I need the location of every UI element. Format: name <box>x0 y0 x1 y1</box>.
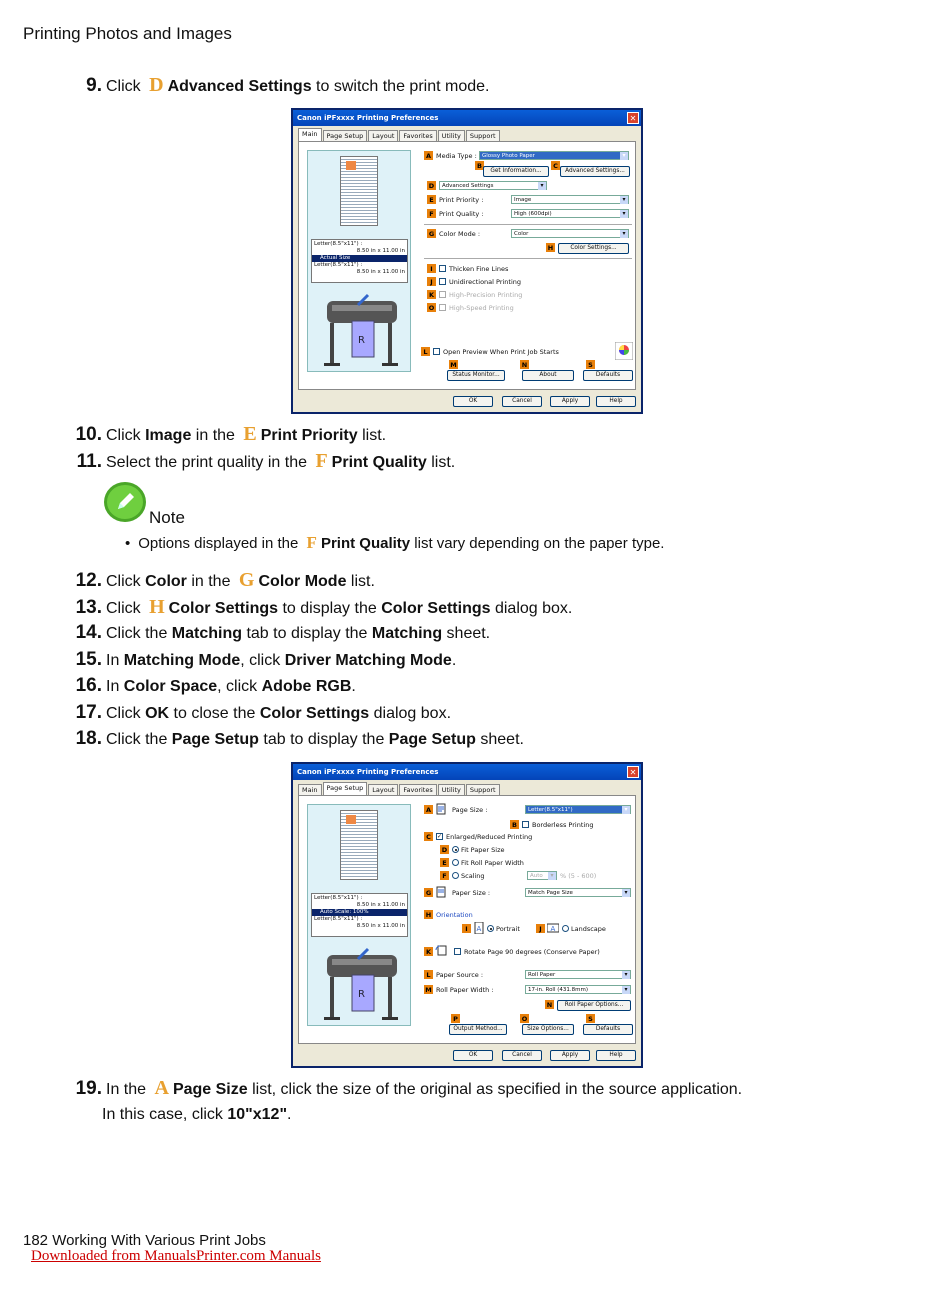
step-19 <box>64 1077 742 1100</box>
step-text: dialog box. <box>369 705 452 722</box>
paper-source-label: Paper Source : <box>436 971 484 979</box>
rotate-checkbox[interactable] <box>454 948 461 955</box>
step-bold: Matching <box>171 625 243 642</box>
note-item <box>125 533 664 553</box>
color-mode-select[interactable]: Color ▾ <box>511 229 629 238</box>
step-text: tab to display the <box>242 625 372 642</box>
step-text: In the <box>106 1081 151 1098</box>
paper-size-icon <box>435 886 447 898</box>
svg-text:R: R <box>358 335 365 346</box>
size-info-box <box>311 239 408 283</box>
step-18 <box>64 728 524 750</box>
step-text: In <box>106 678 124 695</box>
step-bold: Adobe RGB <box>261 678 352 695</box>
svg-text:R: R <box>358 989 365 1000</box>
tab-support[interactable]: Support <box>466 130 500 141</box>
step-text: Click <box>106 573 146 590</box>
callout-a: A <box>425 805 432 814</box>
step-13 <box>64 596 572 619</box>
scaling-input[interactable]: Auto ▾ <box>527 871 557 880</box>
step-text: . <box>287 1106 292 1123</box>
apply-button[interactable]: Apply <box>550 1050 590 1061</box>
printer-icon <box>322 291 402 371</box>
callout-p: P <box>451 1014 460 1023</box>
close-icon[interactable]: ✕ <box>627 112 639 124</box>
callout-letter: E <box>243 423 257 445</box>
step-number: 15. <box>75 649 102 670</box>
tab-main[interactable]: Main <box>298 128 322 141</box>
fit-roll-radio[interactable] <box>452 859 459 866</box>
callout-s: S <box>586 1014 595 1023</box>
step-bold: Color Settings <box>381 600 491 617</box>
step-text: In this case, click <box>102 1106 228 1123</box>
size-line: Letter(8.5"x11") : <box>314 241 363 247</box>
step-text: Click the <box>106 731 172 748</box>
callout-c: C <box>424 832 433 841</box>
advanced-settings-button[interactable]: Advanced Settings... <box>560 166 630 177</box>
step-text: list, click the size of the original as specified in the source application. <box>247 1081 743 1098</box>
callout-letter: F <box>306 533 317 552</box>
size-mode: Auto Scale: 100% <box>312 909 407 916</box>
callout-c: C <box>551 161 560 170</box>
unidirectional-label: Unidirectional Printing <box>449 278 522 286</box>
callout-letter: D <box>149 74 164 96</box>
step-text: to switch the print mode. <box>311 78 490 95</box>
portrait-radio[interactable] <box>487 925 494 932</box>
step-10 <box>64 423 386 446</box>
note-pencil-icon <box>104 482 146 522</box>
landscape-label: Landscape <box>571 925 606 933</box>
divider <box>424 224 632 225</box>
callout-k: K <box>425 947 432 956</box>
callout-h: H <box>425 910 432 919</box>
step-19-line-2 <box>102 1106 292 1124</box>
callout-d: D <box>441 845 448 854</box>
page-setup-sheet <box>298 795 636 1044</box>
step-text: sheet. <box>475 731 524 748</box>
step-number: 17. <box>75 702 102 723</box>
callout-g: G <box>428 229 435 238</box>
callout-f: F <box>440 871 449 880</box>
high-precision-checkbox[interactable] <box>439 291 446 298</box>
step-bold: Color Settings <box>168 600 279 617</box>
step-bold: Print Quality <box>331 454 427 471</box>
roll-paper-options-button[interactable]: Roll Paper Options... <box>557 1000 631 1011</box>
paper-size-label: Paper Size : <box>452 889 491 897</box>
callout-o: O <box>521 1014 528 1023</box>
print-quality-select[interactable]: High (600dpi) ▾ <box>511 209 629 218</box>
footer-page-number: 182 Working With Various Print Jobs <box>23 1232 266 1249</box>
open-preview-checkbox[interactable] <box>433 348 440 355</box>
step-bold: Color <box>145 573 187 590</box>
rotate-label: Rotate Page 90 degrees (Conserve Paper) <box>464 948 600 956</box>
svg-text:A: A <box>550 925 556 933</box>
defaults-button[interactable]: Defaults <box>583 370 633 381</box>
callout-i: I <box>427 264 436 273</box>
step-bold: Color Settings <box>259 705 370 722</box>
callout-s: S <box>586 360 595 369</box>
unidirectional-checkbox[interactable] <box>439 278 446 285</box>
tab-page-setup[interactable]: Page Setup <box>323 130 368 141</box>
preview-pane <box>307 150 411 372</box>
callout-k: K <box>428 290 435 299</box>
tab-bar <box>298 784 501 795</box>
paper-preview-icon <box>340 156 378 226</box>
about-button[interactable]: About <box>522 370 574 381</box>
step-bold: Page Setup <box>388 731 476 748</box>
step-number: 14. <box>75 622 102 643</box>
fit-paper-radio[interactable] <box>452 846 459 853</box>
step-text: Click <box>106 705 146 722</box>
defaults-button[interactable]: Defaults <box>583 1024 633 1035</box>
fit-roll-label: Fit Roll Paper Width <box>461 859 524 867</box>
print-quality-label: Print Quality : <box>439 210 484 218</box>
paper-size-select[interactable]: Match Page Size ▾ <box>525 888 631 897</box>
dialog-title-bar <box>293 764 641 780</box>
step-text: . <box>451 652 457 669</box>
roll-width-label: Roll Paper Width : <box>436 986 494 994</box>
step-bold: 10"x12" <box>227 1106 288 1123</box>
step-number: 9. <box>86 75 102 96</box>
callout-m: M <box>425 985 432 994</box>
svg-text:A: A <box>476 925 482 933</box>
step-bold: Driver Matching Mode <box>284 652 452 669</box>
thicken-label: Thicken Fine Lines <box>449 265 509 273</box>
size-line: Letter(8.5"x11") : <box>314 262 363 268</box>
step-number: 10. <box>75 424 102 445</box>
size-line: Letter(8.5"x11") : <box>314 895 363 901</box>
bullet: • <box>125 535 131 552</box>
page-size-select[interactable]: Letter(8.5"x11") ▾ <box>525 805 631 814</box>
rotate-page-icon <box>435 944 447 956</box>
preview-pane <box>307 804 411 1026</box>
portrait-icon <box>473 922 485 934</box>
printing-preferences-dialog-page-setup <box>291 762 643 1068</box>
callout-e: E <box>440 858 449 867</box>
dialog-title: Canon iPFxxxx Printing Preferences <box>297 768 439 776</box>
step-text: list. <box>357 427 387 444</box>
note-label: Note <box>149 508 185 527</box>
scaling-range: % (5 - 600) <box>560 872 597 880</box>
note-text: Options displayed in the <box>138 535 303 552</box>
step-text: Click the <box>106 625 172 642</box>
step-bold: Image <box>145 427 192 444</box>
printer-icon <box>322 945 402 1025</box>
media-type-select[interactable]: Glossy Photo Paper ▾ <box>479 151 629 160</box>
high-speed-label: High-Speed Printing <box>449 304 514 312</box>
color-settings-button[interactable]: Color Settings... <box>558 243 629 254</box>
step-15 <box>64 649 456 671</box>
output-method-button[interactable]: Output Method... <box>449 1024 507 1035</box>
step-text: list. <box>426 454 456 471</box>
color-wheel-icon[interactable] <box>615 342 633 360</box>
landscape-radio[interactable] <box>562 925 569 932</box>
landscape-icon <box>547 922 559 934</box>
callout-j: J <box>427 277 436 286</box>
help-button[interactable]: Help <box>596 1050 636 1061</box>
page-header: Printing Photos and Images <box>23 24 232 43</box>
step-text: . <box>351 678 356 695</box>
callout-f: F <box>427 209 436 218</box>
print-priority-select[interactable]: Image ▾ <box>511 195 629 204</box>
help-button[interactable]: Help <box>596 396 636 407</box>
callout-j: J <box>536 924 545 933</box>
get-information-button[interactable]: Get Information... <box>483 166 549 177</box>
step-bold: Color Mode <box>258 573 347 590</box>
print-priority-label: Print Priority : <box>439 196 484 204</box>
step-12 <box>64 569 375 592</box>
callout-o: O <box>428 303 435 312</box>
step-number: 19. <box>75 1078 102 1099</box>
step-text: Click <box>106 427 146 444</box>
step-text: tab to display the <box>258 731 389 748</box>
portrait-label: Portrait <box>496 925 520 933</box>
callout-h: H <box>547 243 554 252</box>
tab-support[interactable]: Support <box>466 784 500 795</box>
printing-preferences-dialog-main <box>291 108 643 414</box>
media-type-label: Media Type : <box>436 152 477 160</box>
step-bold: Color Space <box>123 678 218 695</box>
color-mode-label: Color Mode : <box>439 230 481 238</box>
tab-favorites[interactable]: Favorites <box>399 784 436 795</box>
orientation-group-label: Orientation <box>436 911 473 919</box>
step-17 <box>64 702 451 724</box>
size-line: 8.50 in x 11.00 in <box>356 248 405 254</box>
callout-i: I <box>462 924 471 933</box>
step-text: to display the <box>278 600 382 617</box>
step-text: list. <box>346 573 375 590</box>
dialog-title-bar <box>293 110 641 126</box>
callout-letter: F <box>315 450 328 472</box>
tab-favorites[interactable]: Favorites <box>399 130 436 141</box>
step-text: Click <box>106 78 146 95</box>
enlarged-label: Enlarged/Reduced Printing <box>446 833 533 841</box>
step-number: 13. <box>75 597 102 618</box>
size-mode: Actual Size <box>312 255 407 262</box>
size-line: 8.50 in x 11.00 in <box>356 269 405 275</box>
fit-paper-label: Fit Paper Size <box>461 846 505 854</box>
status-monitor-button[interactable]: Status Monitor... <box>447 370 505 381</box>
step-bold: Page Setup <box>171 731 259 748</box>
tab-utility[interactable]: Utility <box>438 784 465 795</box>
page-size-icon <box>435 803 447 815</box>
size-options-button[interactable]: Size Options... <box>522 1024 574 1035</box>
tab-page-setup[interactable]: Page Setup <box>323 782 368 795</box>
cancel-button[interactable]: Cancel <box>502 396 542 407</box>
callout-n: N <box>546 1000 553 1009</box>
scaling-radio[interactable] <box>452 872 459 879</box>
step-16 <box>64 675 356 697</box>
apply-button[interactable]: Apply <box>550 396 590 407</box>
borderless-checkbox[interactable] <box>522 821 529 828</box>
step-number: 11. <box>76 451 102 472</box>
step-text: dialog box. <box>490 600 573 617</box>
step-text: , click <box>217 678 262 695</box>
step-bold: Print Priority <box>260 427 358 444</box>
step-number: 16. <box>75 675 102 696</box>
footer-download-link[interactable]: Downloaded from ManualsPrinter.com Manuals <box>31 1248 321 1264</box>
enlarged-checkbox[interactable]: ✓ <box>437 833 443 840</box>
size-line: 8.50 in x 11.00 in <box>356 902 405 908</box>
note-text: list vary depending on the paper type. <box>410 535 665 552</box>
step-text: Click <box>106 600 146 617</box>
step-number: 18. <box>75 728 102 749</box>
step-text: In <box>106 652 124 669</box>
step-bold: Matching <box>371 625 443 642</box>
divider <box>424 258 632 259</box>
borderless-label: Borderless Printing <box>532 821 594 829</box>
callout-b: B <box>475 161 484 170</box>
size-line: Letter(8.5"x11") : <box>314 916 363 922</box>
high-precision-label: High-Precision Printing <box>449 291 523 299</box>
dialog-title: Canon iPFxxxx Printing Preferences <box>297 114 439 122</box>
step-bold: OK <box>145 705 170 722</box>
step-text: sheet. <box>442 625 491 642</box>
step-text: in the <box>186 573 235 590</box>
ok-button[interactable]: OK <box>453 396 493 407</box>
page-size-label: Page Size : <box>452 806 488 814</box>
step-text: , click <box>240 652 285 669</box>
callout-l: L <box>424 970 433 979</box>
print-mode-select[interactable]: Advanced Settings ▾ <box>439 181 547 190</box>
callout-n: N <box>521 360 528 369</box>
cancel-button[interactable]: Cancel <box>502 1050 542 1061</box>
tab-layout[interactable]: Layout <box>368 130 398 141</box>
callout-g: G <box>425 888 432 897</box>
step-9 <box>64 74 489 97</box>
open-preview-label: Open Preview When Print Job Starts <box>443 348 559 356</box>
step-bold: Advanced Settings <box>167 78 312 95</box>
callout-a: A <box>425 151 432 160</box>
high-speed-checkbox[interactable] <box>439 304 446 311</box>
close-icon[interactable]: ✕ <box>627 766 639 778</box>
main-sheet <box>298 141 636 390</box>
step-number: 12. <box>75 570 102 591</box>
scaling-label: Scaling <box>461 872 485 880</box>
paper-source-select[interactable]: Roll Paper ▾ <box>525 970 631 979</box>
tab-bar <box>298 130 501 141</box>
callout-letter: G <box>238 569 255 591</box>
step-14 <box>64 622 490 644</box>
callout-m: M <box>450 360 457 369</box>
step-bold: Matching Mode <box>123 652 241 669</box>
roll-width-select[interactable]: 17-in. Roll (431.8mm) ▾ <box>525 985 631 994</box>
step-bold: Page Size <box>172 1081 248 1098</box>
note-bold: Print Quality <box>320 535 411 552</box>
tab-layout[interactable]: Layout <box>368 784 398 795</box>
step-text: to close the <box>169 705 260 722</box>
ok-button[interactable]: OK <box>453 1050 493 1061</box>
step-text: in the <box>191 427 240 444</box>
size-line: 8.50 in x 11.00 in <box>356 923 405 929</box>
step-text: Select the print quality in the <box>106 454 312 471</box>
callout-l: L <box>421 347 430 356</box>
callout-b: B <box>510 820 519 829</box>
tab-utility[interactable]: Utility <box>438 130 465 141</box>
paper-preview-icon <box>340 810 378 880</box>
size-info-box <box>311 893 408 937</box>
thicken-checkbox[interactable] <box>439 265 446 272</box>
callout-letter: H <box>149 596 165 618</box>
step-11 <box>64 450 455 473</box>
callout-e: E <box>427 195 436 204</box>
tab-main[interactable]: Main <box>298 784 322 795</box>
callout-d: D <box>428 181 435 190</box>
callout-letter: A <box>154 1077 169 1099</box>
